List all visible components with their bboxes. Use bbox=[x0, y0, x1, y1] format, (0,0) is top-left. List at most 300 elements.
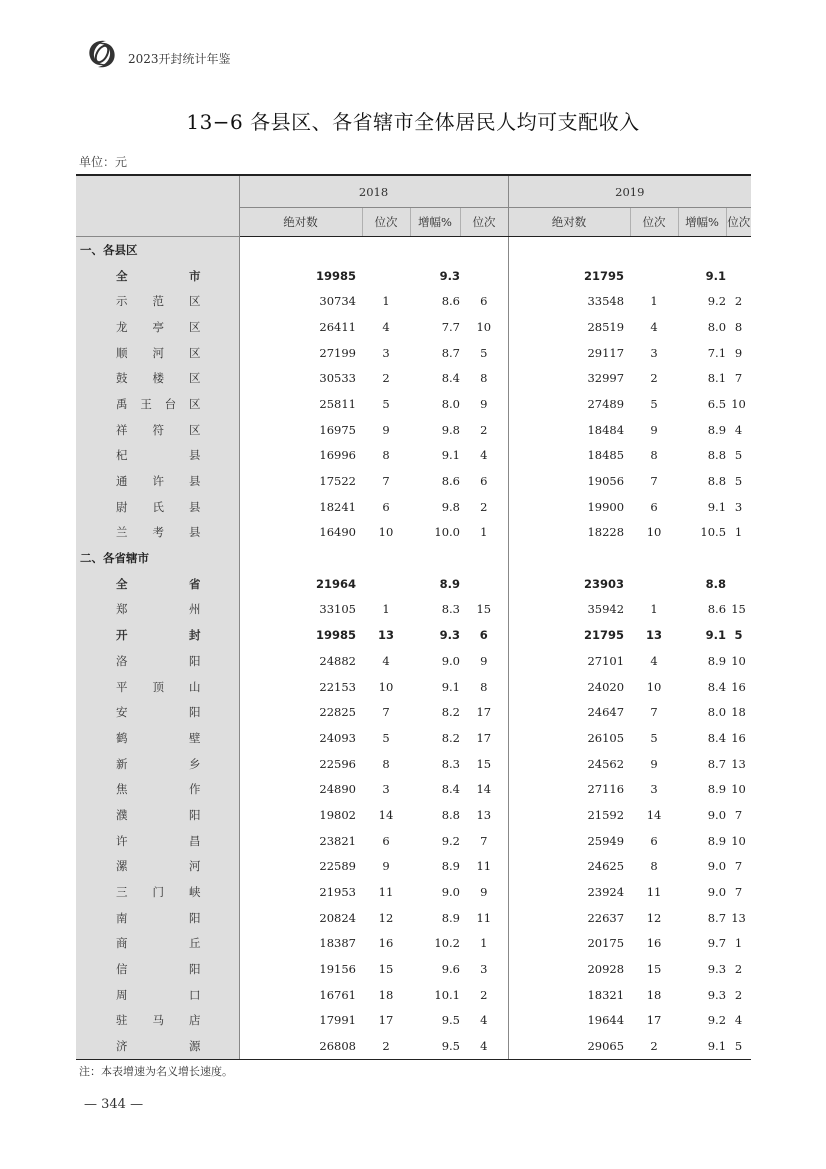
growth-rank-2019 bbox=[726, 571, 751, 597]
rank-2018: 13 bbox=[377, 628, 394, 643]
growth-rank-2019: 5 bbox=[734, 628, 743, 643]
growth-rank-2019: 9 bbox=[734, 345, 743, 360]
growth-2018: 10.0 bbox=[434, 525, 460, 540]
row-name-char: 峡 bbox=[189, 885, 201, 900]
row-name-cell bbox=[76, 1008, 239, 1034]
growth-2019: 6.5 bbox=[707, 396, 727, 411]
growth-rank-2018: 11 bbox=[460, 854, 508, 880]
rank-2018: 6 bbox=[382, 833, 390, 848]
abs-value-2019: 33548 bbox=[587, 294, 625, 309]
row-name-char: 周 bbox=[116, 987, 128, 1002]
growth-2019: 9.1 bbox=[705, 628, 727, 643]
row-name-char: 阳 bbox=[189, 653, 201, 668]
row-name bbox=[116, 910, 201, 926]
growth-rank-2019: 5 bbox=[726, 1033, 751, 1059]
growth-rank-2018: 6 bbox=[460, 622, 508, 648]
rank-2018: 11 bbox=[378, 885, 394, 900]
row-name-char: 南 bbox=[116, 910, 128, 925]
table-row bbox=[76, 597, 751, 623]
row-name-char: 县 bbox=[189, 499, 201, 514]
row-name-cell bbox=[76, 263, 239, 289]
growth-2018: 8.2 bbox=[441, 730, 460, 745]
abs-value-2018: 24093 bbox=[319, 730, 356, 745]
growth-2018: 8.4 bbox=[441, 371, 460, 386]
growth-rank-2019: 7 bbox=[734, 885, 743, 900]
row-name-cell bbox=[76, 699, 239, 725]
rank-2019: 11 bbox=[646, 885, 662, 900]
section-row bbox=[76, 545, 751, 571]
row-name-cell bbox=[76, 520, 239, 546]
row-name-cell bbox=[76, 879, 239, 905]
rank-2018 bbox=[362, 263, 410, 289]
page-number: — 344 — bbox=[84, 1097, 144, 1112]
table-row bbox=[76, 365, 751, 391]
growth-rank-2019: 16 bbox=[731, 679, 746, 694]
table-row bbox=[76, 956, 751, 982]
rank-2019: 5 bbox=[650, 396, 658, 411]
row-name-char: 全 bbox=[116, 576, 128, 591]
growth-2019: 9.2 bbox=[707, 1013, 727, 1028]
row-name-char: 禹 bbox=[116, 396, 128, 411]
rank-2018: 12 bbox=[378, 910, 394, 925]
row-name-char: 祥 bbox=[116, 422, 128, 437]
growth-2019: 8.8 bbox=[707, 474, 727, 489]
row-name-cell bbox=[76, 365, 239, 391]
growth-rank-2019: 10 bbox=[731, 396, 746, 411]
growth-rank-2019: 10 bbox=[731, 653, 746, 668]
growth-rank-2019: 7 bbox=[734, 859, 743, 874]
table-row bbox=[76, 391, 751, 417]
row-name-char: 范 bbox=[152, 294, 164, 309]
row-name bbox=[116, 293, 201, 309]
abs-value-2019: 27116 bbox=[587, 782, 625, 797]
rank-2018: 16 bbox=[378, 936, 394, 951]
empty-cell bbox=[460, 237, 508, 263]
row-name-cell bbox=[76, 571, 239, 597]
row-name-char: 区 bbox=[189, 294, 201, 309]
abs-value-2019: 18485 bbox=[587, 448, 625, 463]
rank-2019: 12 bbox=[646, 910, 662, 925]
abs-value-2019: 23924 bbox=[587, 885, 625, 900]
growth-2018: 8.9 bbox=[439, 576, 460, 591]
row-name bbox=[116, 627, 201, 643]
row-name-char: 县 bbox=[189, 474, 201, 489]
rank-2018: 3 bbox=[382, 782, 390, 797]
growth-rank-2018: 6 bbox=[460, 288, 508, 314]
rank-2019: 8 bbox=[650, 859, 658, 874]
row-name bbox=[116, 1012, 201, 1028]
row-name bbox=[116, 601, 201, 617]
abs-value-2019: 19900 bbox=[587, 499, 625, 514]
row-name-char: 考 bbox=[152, 525, 164, 540]
row-name-char: 顺 bbox=[116, 345, 128, 360]
row-name bbox=[116, 370, 201, 386]
growth-2018: 9.3 bbox=[439, 268, 460, 283]
growth-rank-2019: 10 bbox=[731, 782, 746, 797]
row-name-char: 亭 bbox=[152, 319, 164, 334]
abs-header-2: 绝对数 bbox=[508, 208, 630, 237]
row-name bbox=[116, 781, 201, 797]
growth-rank-2018: 9 bbox=[460, 879, 508, 905]
growth-rank-2019: 3 bbox=[734, 499, 743, 514]
rank-2019: 3 bbox=[650, 782, 658, 797]
growth-rank-2019: 7 bbox=[734, 807, 743, 822]
row-name-char: 符 bbox=[152, 422, 164, 437]
growth-2018: 8.6 bbox=[441, 294, 460, 309]
growth-2019: 9.1 bbox=[705, 268, 727, 283]
abs-value-2018: 16996 bbox=[319, 448, 356, 463]
growth-rank-2019 bbox=[726, 263, 751, 289]
growth-2018: 8.8 bbox=[441, 807, 460, 822]
growth-2019: 8.0 bbox=[707, 705, 727, 720]
row-name-char: 区 bbox=[189, 371, 201, 386]
row-name-char: 阳 bbox=[189, 705, 201, 720]
row-name-char: 濮 bbox=[116, 807, 128, 822]
row-name-char: 区 bbox=[188, 396, 201, 411]
table-row bbox=[76, 802, 751, 828]
row-name-cell bbox=[76, 288, 239, 314]
rank-2018: 17 bbox=[378, 1013, 394, 1028]
rank-2019: 4 bbox=[650, 319, 658, 334]
growth-2018: 9.5 bbox=[441, 1013, 460, 1028]
rank-2019: 10 bbox=[646, 679, 662, 694]
growth-rank-2018: 9 bbox=[460, 391, 508, 417]
row-name-char: 漯 bbox=[116, 859, 128, 874]
rank-2019: 7 bbox=[650, 705, 658, 720]
growth-2018: 8.6 bbox=[441, 474, 460, 489]
growth-2019: 9.3 bbox=[707, 962, 727, 977]
abs-value-2018: 25811 bbox=[319, 396, 356, 411]
growth-2019: 8.9 bbox=[707, 833, 727, 848]
growth-2019: 10.5 bbox=[700, 525, 727, 540]
row-name-char: 市 bbox=[189, 268, 201, 283]
abs-value-2018: 19985 bbox=[315, 268, 356, 283]
section-label: 一、各县区 bbox=[76, 237, 239, 263]
growth-2019: 8.9 bbox=[707, 422, 727, 437]
table-row bbox=[76, 494, 751, 520]
growth-rank-2019: 8 bbox=[734, 319, 743, 334]
row-name-cell bbox=[76, 725, 239, 751]
rank-2018: 5 bbox=[382, 396, 390, 411]
rank-2018: 7 bbox=[382, 474, 390, 489]
abs-value-2018: 30533 bbox=[319, 371, 356, 386]
row-name-char: 作 bbox=[189, 782, 201, 797]
abs-value-2019: 18228 bbox=[587, 525, 625, 540]
section-row bbox=[76, 237, 751, 263]
row-name bbox=[116, 653, 201, 669]
growth-2018: 10.1 bbox=[434, 987, 460, 1002]
row-name-cell bbox=[76, 622, 239, 648]
table-row bbox=[76, 751, 751, 777]
rank-2019: 3 bbox=[650, 345, 658, 360]
row-name bbox=[116, 319, 201, 335]
growth-rank-2018: 2 bbox=[460, 417, 508, 443]
row-name-cell bbox=[76, 982, 239, 1008]
table-row bbox=[76, 725, 751, 751]
table-row bbox=[76, 314, 751, 340]
row-name-cell bbox=[76, 931, 239, 957]
row-name-char: 焦 bbox=[116, 782, 128, 797]
table-row bbox=[76, 648, 751, 674]
growth-rank-2019: 4 bbox=[734, 1013, 743, 1028]
growth-2019: 8.7 bbox=[707, 910, 727, 925]
rank-2018: 4 bbox=[382, 319, 390, 334]
growth-2019: 8.9 bbox=[707, 653, 727, 668]
abs-value-2019: 18484 bbox=[587, 422, 625, 437]
abs-value-2018: 30734 bbox=[319, 294, 356, 309]
rank-2019: 16 bbox=[646, 936, 662, 951]
table-row bbox=[76, 571, 751, 597]
rank-2018: 1 bbox=[382, 602, 390, 617]
rank-2019: 18 bbox=[646, 987, 662, 1002]
abs-value-2019: 21795 bbox=[584, 268, 625, 283]
row-name bbox=[116, 422, 201, 438]
row-name-char: 鼓 bbox=[116, 371, 128, 386]
row-name-char: 阳 bbox=[189, 910, 201, 925]
row-name bbox=[116, 858, 201, 874]
growth-rank-2018: 3 bbox=[460, 956, 508, 982]
abs-value-2018: 33105 bbox=[319, 602, 356, 617]
row-name-cell bbox=[76, 417, 239, 443]
row-name bbox=[116, 987, 201, 1003]
growth-rank-2019: 2 bbox=[734, 987, 743, 1002]
rank-2019: 15 bbox=[646, 962, 662, 977]
growth-2019: 8.4 bbox=[707, 679, 727, 694]
rank-2019 bbox=[630, 263, 678, 289]
growth-2018: 8.9 bbox=[441, 859, 460, 874]
row-name bbox=[116, 679, 201, 695]
abs-value-2019: 20928 bbox=[587, 962, 625, 977]
growth-2018: 9.5 bbox=[410, 1033, 460, 1059]
row-name-char: 洛 bbox=[116, 653, 128, 668]
growth-2018: 8.3 bbox=[441, 756, 460, 771]
row-name bbox=[116, 961, 201, 977]
abs-value-2018: 21964 bbox=[315, 576, 356, 591]
abs-value-2019: 29117 bbox=[587, 345, 625, 360]
abs-value-2019: 24647 bbox=[587, 705, 625, 720]
rank-2018: 8 bbox=[382, 756, 390, 771]
row-name-char: 楼 bbox=[152, 371, 164, 386]
growth-2018: 9.6 bbox=[441, 962, 460, 977]
rank-2019: 1 bbox=[650, 602, 658, 617]
empty-cell bbox=[726, 237, 751, 263]
abs-value-2018: 22153 bbox=[319, 679, 356, 694]
table-row bbox=[76, 931, 751, 957]
rank-2018: 8 bbox=[382, 448, 390, 463]
abs-header-1: 绝对数 bbox=[239, 208, 362, 237]
growth-2019: 8.8 bbox=[705, 576, 727, 591]
abs-value-2019: 32997 bbox=[587, 371, 625, 386]
row-name-cell bbox=[76, 828, 239, 854]
row-name bbox=[116, 884, 201, 900]
abs-value-2018: 21953 bbox=[319, 885, 356, 900]
row-name-cell bbox=[76, 905, 239, 931]
growth-rank-2018: 17 bbox=[460, 699, 508, 725]
growth-2019: 8.9 bbox=[707, 782, 727, 797]
empty-cell bbox=[239, 237, 362, 263]
growth-rank-2018: 4 bbox=[460, 1033, 508, 1059]
growth-2019: 9.0 bbox=[707, 885, 727, 900]
growth-2019: 8.0 bbox=[707, 319, 727, 334]
empty-cell bbox=[630, 237, 678, 263]
row-name-char: 兰 bbox=[116, 525, 128, 540]
row-name-char: 封 bbox=[189, 628, 201, 643]
rank-2018: 2 bbox=[362, 1033, 410, 1059]
growth-2018: 9.0 bbox=[441, 653, 460, 668]
row-name-cell bbox=[76, 751, 239, 777]
row-name-cell bbox=[76, 443, 239, 469]
row-name-char: 省 bbox=[189, 576, 201, 591]
row-name-char: 壁 bbox=[189, 730, 201, 745]
growth-rank-2018: 1 bbox=[460, 931, 508, 957]
abs-value-2018: 24882 bbox=[319, 653, 356, 668]
growth-rank-2018: 7 bbox=[460, 828, 508, 854]
abs-value-2018: 19156 bbox=[319, 962, 356, 977]
row-name-char: 济 bbox=[116, 1039, 128, 1054]
growth-rank-2019: 15 bbox=[731, 602, 746, 617]
abs-value-2018: 26808 bbox=[239, 1033, 362, 1059]
growth-2018: 9.1 bbox=[441, 679, 460, 694]
abs-value-2018: 27199 bbox=[319, 345, 356, 360]
growth-2018: 8.3 bbox=[441, 602, 460, 617]
row-name-cell bbox=[76, 340, 239, 366]
row-name-char: 区 bbox=[189, 345, 201, 360]
row-name-cell bbox=[76, 802, 239, 828]
stub-header bbox=[76, 175, 239, 237]
row-name-char: 区 bbox=[189, 319, 201, 334]
abs-value-2018: 26411 bbox=[319, 319, 356, 334]
growth-rank-2019: 10 bbox=[731, 833, 746, 848]
yearbook-logo-icon bbox=[84, 36, 120, 72]
growth-rank-2019: 5 bbox=[734, 448, 743, 463]
row-name-char: 州 bbox=[189, 602, 201, 617]
table-row bbox=[76, 288, 751, 314]
table-title: 13−6 各县区、各省辖市全体居民人均可支配收入 bbox=[186, 110, 640, 134]
rank-2018: 18 bbox=[378, 987, 394, 1002]
year1-header: 2018 bbox=[239, 175, 508, 208]
row-name-cell bbox=[76, 648, 239, 674]
row-name bbox=[116, 935, 201, 951]
row-name-cell bbox=[76, 468, 239, 494]
table-row bbox=[76, 417, 751, 443]
abs-value-2019: 20175 bbox=[587, 936, 625, 951]
empty-cell bbox=[239, 545, 362, 571]
table-row bbox=[76, 1008, 751, 1034]
row-name bbox=[116, 833, 201, 849]
table-body bbox=[76, 237, 751, 1060]
abs-value-2019: 29065 bbox=[508, 1033, 630, 1059]
row-name bbox=[116, 756, 201, 772]
empty-cell bbox=[460, 545, 508, 571]
growth-rank-2019: 16 bbox=[731, 730, 746, 745]
table-row bbox=[76, 776, 751, 802]
growth-rank-2019: 2 bbox=[734, 294, 743, 309]
abs-value-2019: 24020 bbox=[587, 679, 625, 694]
growth-rank-2019: 5 bbox=[734, 474, 743, 489]
row-name-char: 山 bbox=[189, 679, 201, 694]
growth-2018: 9.1 bbox=[441, 448, 460, 463]
row-name-char: 通 bbox=[116, 474, 128, 489]
rank-2019: 9 bbox=[650, 756, 658, 771]
rank-2018: 6 bbox=[382, 499, 390, 514]
growth-rank-2018: 2 bbox=[460, 494, 508, 520]
row-name-char: 商 bbox=[116, 936, 128, 951]
rank-2018: 10 bbox=[378, 525, 394, 540]
row-name-cell bbox=[76, 854, 239, 880]
row-name-char: 安 bbox=[116, 705, 128, 720]
row-name-char: 信 bbox=[116, 962, 128, 977]
growth-rank-2018: 6 bbox=[460, 468, 508, 494]
row-name-cell bbox=[76, 1033, 239, 1059]
rank-2019: 17 bbox=[646, 1013, 662, 1028]
growth-2018: 9.3 bbox=[439, 628, 460, 643]
growth-2019: 8.1 bbox=[707, 371, 727, 386]
abs-value-2019: 19056 bbox=[587, 474, 625, 489]
abs-value-2019: 21592 bbox=[587, 807, 625, 822]
growth-2019: 9.1 bbox=[707, 499, 727, 514]
abs-value-2019: 19644 bbox=[587, 1013, 625, 1028]
abs-value-2019: 27489 bbox=[587, 396, 625, 411]
abs-value-2018: 22825 bbox=[319, 705, 356, 720]
table-row bbox=[76, 1033, 751, 1059]
row-name-char: 杞 bbox=[116, 448, 128, 463]
growth-rank-2018: 4 bbox=[460, 1008, 508, 1034]
growth-rank-2018: 15 bbox=[460, 751, 508, 777]
growth-rank-2018: 17 bbox=[460, 725, 508, 751]
rank-2019: 7 bbox=[650, 474, 658, 489]
yearbook-title: 2023开封统计年鉴 bbox=[128, 52, 231, 66]
rank-2018: 5 bbox=[382, 730, 390, 745]
row-name-char: 许 bbox=[152, 474, 164, 489]
rank-2019: 14 bbox=[646, 807, 662, 822]
empty-cell bbox=[410, 545, 460, 571]
rank-2019: 9 bbox=[650, 422, 658, 437]
row-name bbox=[116, 499, 201, 515]
rank-2019: 5 bbox=[650, 730, 658, 745]
growth-rank-2018: 10 bbox=[460, 314, 508, 340]
growth-2018: 8.9 bbox=[441, 910, 460, 925]
growth-rank-2019: 4 bbox=[734, 422, 743, 437]
rank-header-1: 位次 bbox=[362, 208, 410, 237]
rank-header-2: 位次 bbox=[630, 208, 678, 237]
growth-rank-2018: 9 bbox=[460, 648, 508, 674]
empty-cell bbox=[362, 237, 410, 263]
growth-2019: 8.4 bbox=[707, 730, 727, 745]
growth-2019: 9.0 bbox=[707, 859, 727, 874]
rank-2019: 6 bbox=[650, 499, 658, 514]
row-name-char: 乡 bbox=[189, 756, 201, 771]
growth-2018: 9.2 bbox=[441, 833, 460, 848]
rank-2019 bbox=[630, 571, 678, 597]
row-name-char: 县 bbox=[189, 525, 201, 540]
empty-cell bbox=[678, 237, 726, 263]
row-name-char: 门 bbox=[152, 885, 164, 900]
growth-rank-2018: 8 bbox=[460, 365, 508, 391]
abs-value-2018: 22589 bbox=[319, 859, 356, 874]
abs-value-2018: 20824 bbox=[319, 910, 356, 925]
table-row bbox=[76, 340, 751, 366]
row-name-char: 马 bbox=[152, 1013, 164, 1028]
row-name-char: 河 bbox=[152, 345, 164, 360]
table-row bbox=[76, 263, 751, 289]
rank-2019: 1 bbox=[650, 294, 658, 309]
row-name-char: 阳 bbox=[189, 962, 201, 977]
table-row bbox=[76, 674, 751, 700]
growth-2018: 8.0 bbox=[441, 396, 460, 411]
abs-value-2019: 28519 bbox=[587, 319, 625, 334]
growth-2019: 8.6 bbox=[707, 602, 727, 617]
growth-rank-2019: 7 bbox=[734, 371, 743, 386]
